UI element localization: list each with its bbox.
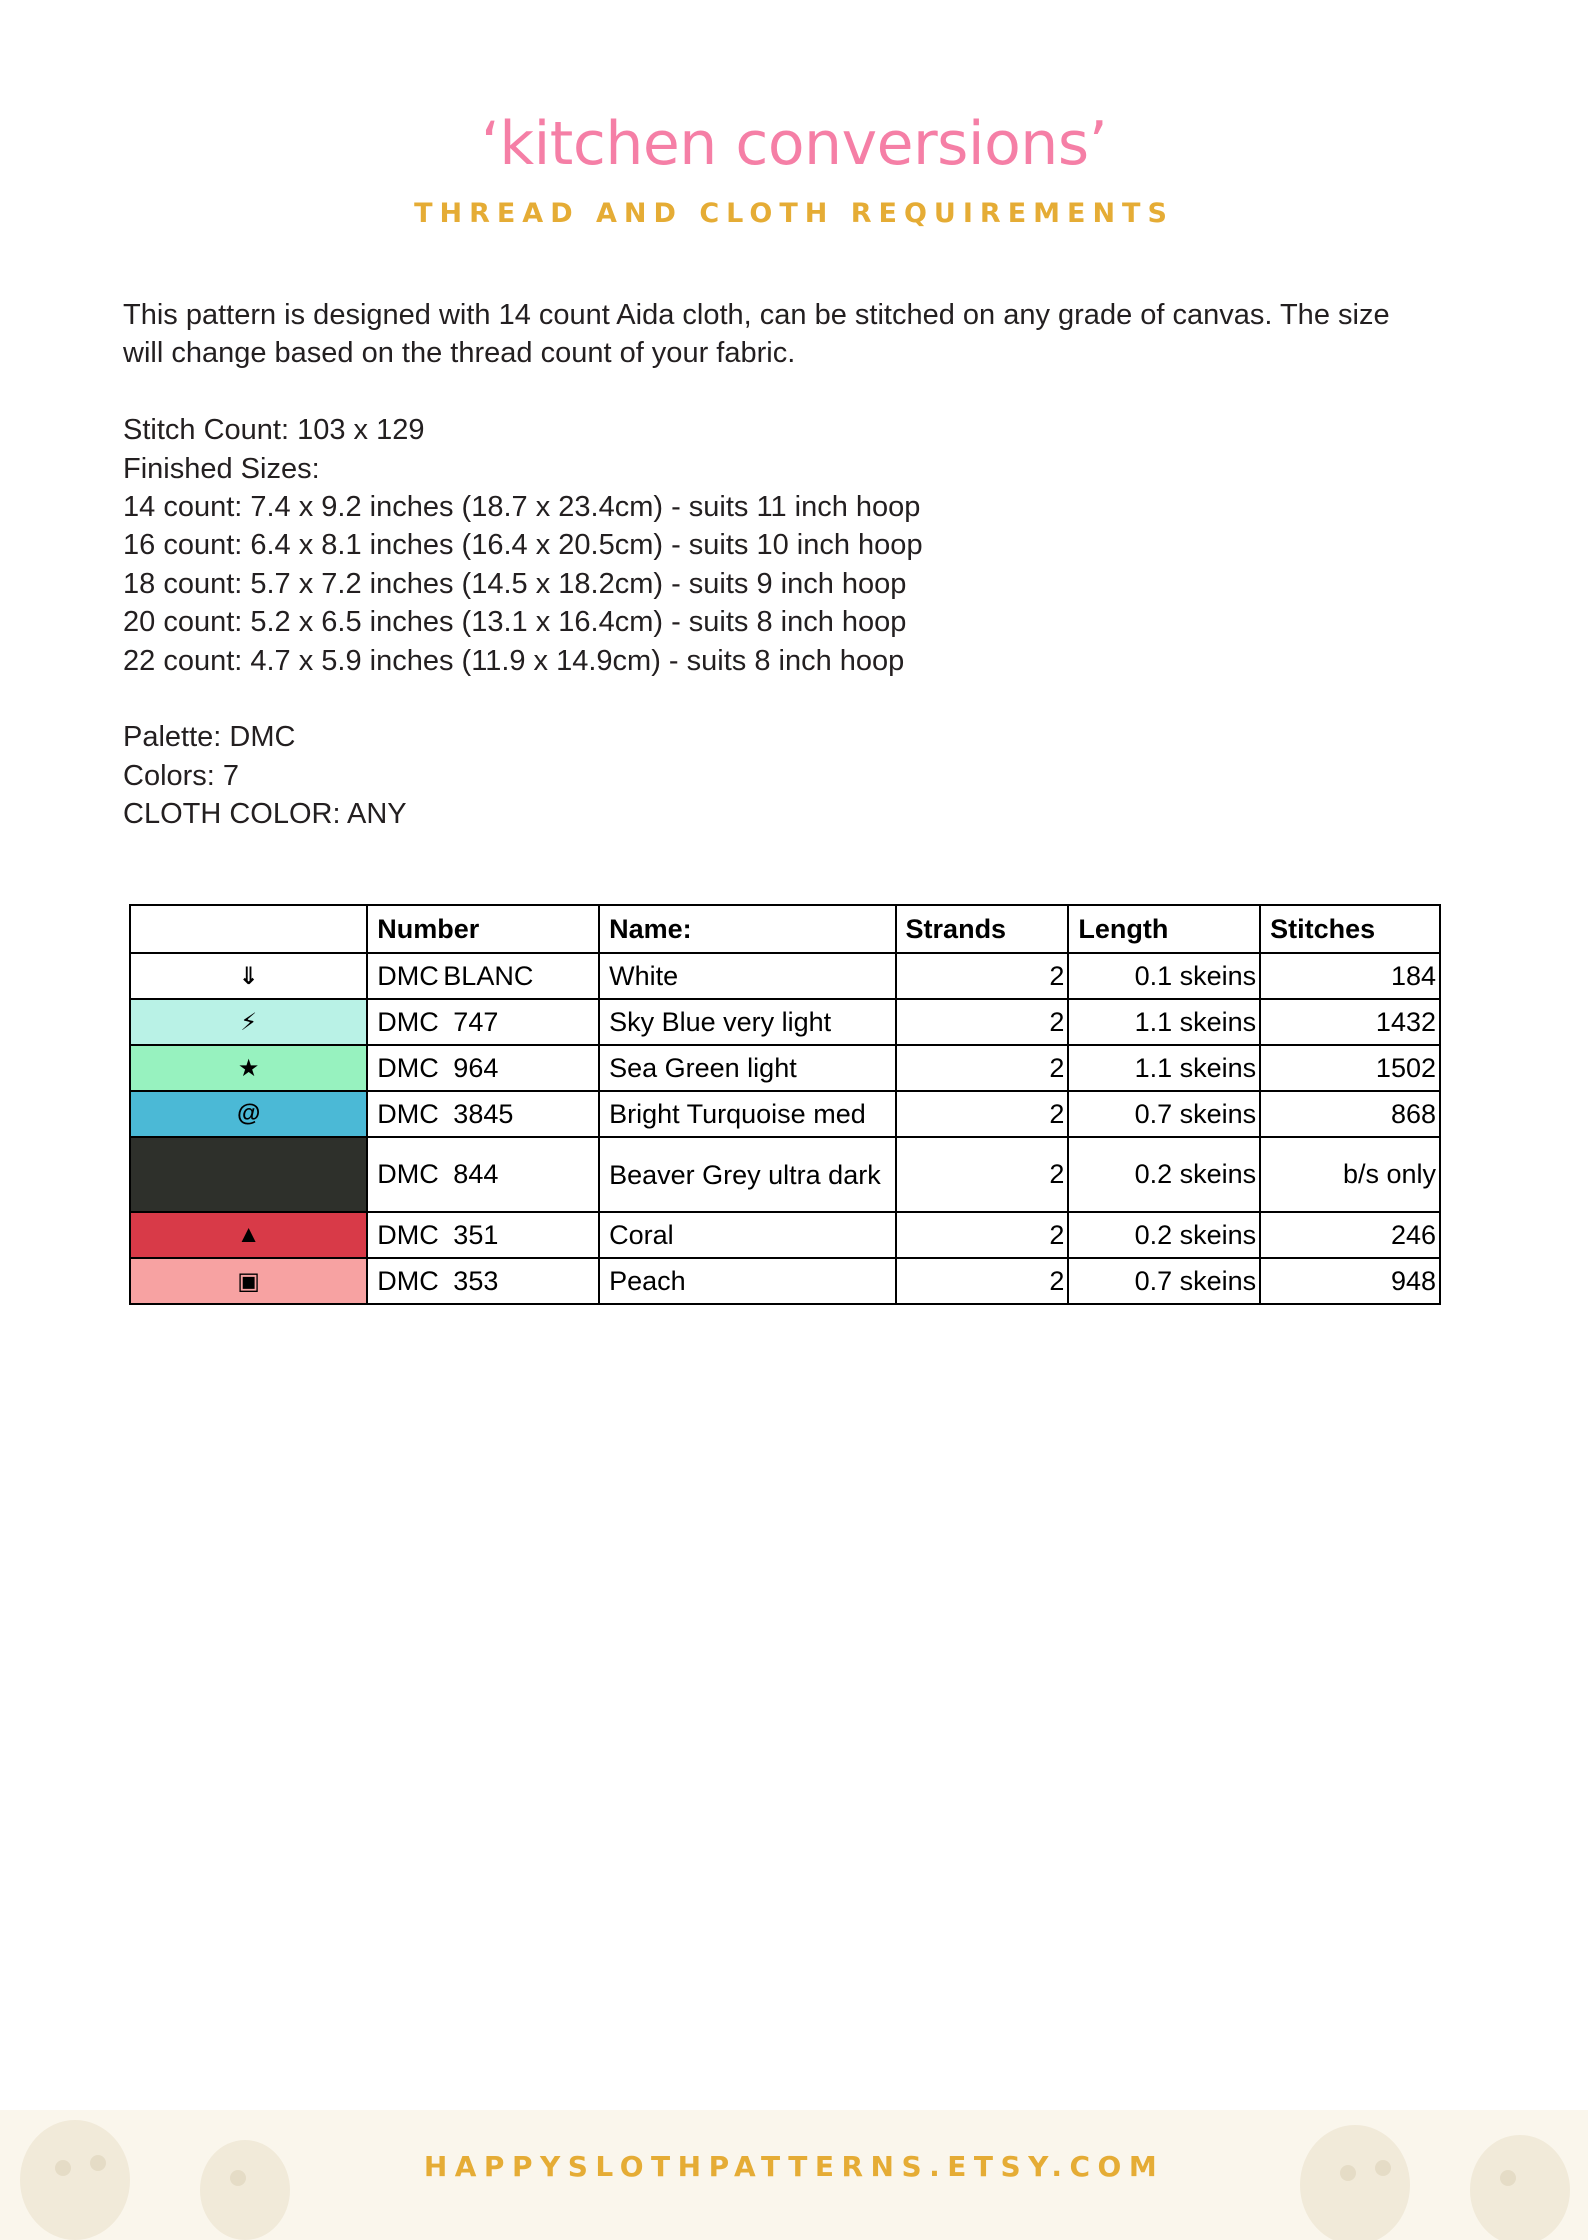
thread-strands: 2 (896, 1137, 1069, 1212)
symbol-swatch (130, 1212, 367, 1258)
thread-name: Sky Blue very light (599, 999, 895, 1045)
name-column-header: Name: (599, 905, 895, 953)
thread-name: White (599, 953, 895, 999)
thread-length: 1.1 skeins (1068, 999, 1260, 1045)
thread-stitches: b/s only (1260, 1137, 1440, 1212)
thread-stitches: 1502 (1260, 1045, 1440, 1091)
stitch-symbol-icon: ▲ (236, 1221, 261, 1248)
table-header-row (130, 905, 1440, 953)
thread-name: Beaver Grey ultra dark (599, 1137, 895, 1212)
thread-strands: 2 (896, 1091, 1069, 1137)
thread-number (367, 1212, 599, 1258)
thread-length: 0.2 skeins (1068, 1212, 1260, 1258)
thread-strands: 2 (896, 1258, 1069, 1304)
thread-number (367, 1137, 599, 1212)
thread-brand: DMC (377, 1219, 439, 1250)
thread-code: 353 (453, 1265, 499, 1296)
symbol-swatch (130, 1091, 367, 1137)
symbol-swatch (130, 1258, 367, 1304)
strands-column-header: Strands (896, 905, 1069, 953)
length-column-header: Length (1068, 905, 1260, 953)
symbol-swatch (130, 1137, 367, 1212)
thread-brand: DMC (377, 1098, 439, 1129)
thread-length: 0.7 skeins (1068, 1258, 1260, 1304)
thread-brand: DMC (377, 960, 439, 991)
thread-stitches: 948 (1260, 1258, 1440, 1304)
stitch-symbol-icon: ▣ (237, 1267, 260, 1295)
thread-strands: 2 (896, 999, 1069, 1045)
pattern-details (123, 296, 1423, 833)
symbol-column-header (130, 905, 367, 953)
thread-length: 0.1 skeins (1068, 953, 1260, 999)
thread-strands: 2 (896, 953, 1069, 999)
symbol-swatch (130, 1045, 367, 1091)
table-row (130, 1091, 1440, 1137)
thread-brand: DMC (377, 1006, 439, 1037)
thread-number (367, 1045, 599, 1091)
thread-name: Coral (599, 1212, 895, 1258)
thread-stitches: 246 (1260, 1212, 1440, 1258)
description-line: will change based on the thread count of your fabric. (123, 337, 796, 370)
thread-stitches: 184 (1260, 953, 1440, 999)
thread-code: 351 (453, 1219, 499, 1250)
thread-name: Peach (599, 1258, 895, 1304)
finished-size-item: 14 count: 7.4 x 9.2 inches (18.7 x 23.4cm) - suits 11 inch hoop (123, 490, 921, 523)
stitches-column-header: Stitches (1260, 905, 1440, 953)
page-subtitle: THREAD AND CLOTH REQUIREMENTS (414, 198, 1174, 229)
thread-number (367, 1258, 599, 1304)
table-row (130, 953, 1440, 999)
thread-strands: 2 (896, 1045, 1069, 1091)
symbol-swatch (130, 999, 367, 1045)
stitch-symbol-icon: ⇓ (238, 962, 259, 990)
cloth-color: CLOTH COLOR: ANY (123, 798, 407, 831)
number-column-header: Number (367, 905, 599, 953)
thread-number (367, 1091, 599, 1137)
finished-size-item: 16 count: 6.4 x 8.1 inches (16.4 x 20.5cm) - suits 10 inch hoop (123, 529, 923, 562)
table-row (130, 1258, 1440, 1304)
thread-code: 3845 (453, 1098, 514, 1129)
symbol-swatch (130, 953, 367, 999)
thread-length: 1.1 skeins (1068, 1045, 1260, 1091)
stitch-symbol-icon: ★ (237, 1054, 260, 1082)
table-row (130, 1045, 1440, 1091)
palette: Palette: DMC (123, 721, 296, 754)
thread-number (367, 999, 599, 1045)
finished-size-item: 20 count: 5.2 x 6.5 inches (13.1 x 16.4cm) - suits 8 inch hoop (123, 606, 907, 639)
thread-stitches: 1432 (1260, 999, 1440, 1045)
thread-strands: 2 (896, 1212, 1069, 1258)
description-line: This pattern is designed with 14 count Aida cloth, can be stitched on any grade of canvas. The size (123, 299, 1390, 331)
colors-count: Colors: 7 (123, 759, 240, 792)
thread-brand: DMC (377, 1265, 439, 1296)
thread-brand: DMC (377, 1159, 439, 1189)
thread-name: Sea Green light (599, 1045, 895, 1091)
page-title: ‘kitchen conversions’ (480, 109, 1108, 179)
stitch-count: Stitch Count: 103 x 129 (123, 414, 425, 447)
thread-length: 0.2 skeins (1068, 1137, 1260, 1212)
footer-url[interactable]: HAPPYSLOTHPATTERNS.ETSY.COM (423, 2150, 1165, 2183)
thread-table (129, 904, 1441, 1305)
table-row (130, 999, 1440, 1045)
finished-size-item: 18 count: 5.7 x 7.2 inches (14.5 x 18.2cm) - suits 9 inch hoop (123, 567, 907, 600)
thread-code: 844 (453, 1159, 499, 1189)
thread-code: BLANC (443, 960, 534, 991)
finished-size-item: 22 count: 4.7 x 5.9 inches (11.9 x 14.9cm) - suits 8 inch hoop (123, 644, 905, 677)
thread-code: 747 (453, 1006, 499, 1037)
thread-name: Bright Turquoise med (599, 1091, 895, 1137)
thread-length: 0.7 skeins (1068, 1091, 1260, 1137)
table-row (130, 1137, 1440, 1212)
thread-code: 964 (453, 1052, 499, 1083)
thread-stitches: 868 (1260, 1091, 1440, 1137)
table-row (130, 1212, 1440, 1258)
thread-brand: DMC (377, 1052, 439, 1083)
stitch-symbol-icon: @ (236, 1100, 261, 1127)
stitch-symbol-icon: ⚡ (240, 1008, 258, 1036)
finished-sizes-label: Finished Sizes: (123, 452, 320, 485)
thread-number (367, 953, 599, 999)
